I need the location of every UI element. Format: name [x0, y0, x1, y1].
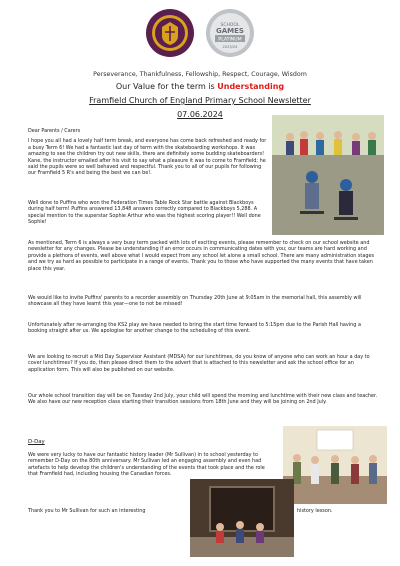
- greeting: Dear Parents / Carers: [28, 128, 81, 134]
- games-logo-line1: SCHOOL: [220, 23, 240, 28]
- term-value-prefix: Our Value for the term is: [115, 82, 218, 91]
- paragraph-term6: As mentioned, Term 6 is always a very busy term packed with lots of exciting events, please remember to check on our school website and newsletter for any changes. Please be understanding if an error occurs in communicating dates with you; our teams are hard working and provide a plethora of events, well above what I would expect from any school let alone a small school. There are many administration stages and we try as hard as possible to participate in a range of events. Thank you to those who have supported the many events that have taken place this year.: [28, 240, 374, 272]
- skateboarding-photo: [272, 115, 384, 235]
- paragraph-recorder-assembly: We would like to invite Puffins' parents to a recorder assembly on Thursday 20th June at 9:05am in the memorial hall, this assembly will showcase all they have learnt this year—one to not be missed!: [28, 295, 362, 308]
- school-values: Perseverance, Thankfulness, Fellowship, Respect, Courage, Wisdom: [93, 71, 307, 78]
- dday-heading: D-Day: [28, 439, 45, 445]
- school-games-platinum-logo: [205, 8, 255, 58]
- paragraph-dday: We were very lucky to have our fantastic history leader (Mr Sullivan) in to school yesterday to remember D-Day on the 80th anniversary. Mr Sullivan led an engaging assembly and even had artefacts to help develop the children's understanding of the events that took place and the role that Framfield had, including housing the Canadian forces.: [28, 452, 265, 478]
- term-value-line: [0, 82, 400, 91]
- games-logo-line3: PLATINUM: [218, 37, 242, 43]
- games-logo-line4: 2023/24: [222, 45, 238, 49]
- paragraph-transition-day: Our whole school transition day will be on Tuesday 2nd July, your child will spend the morning and lunchtime with their new class and teacher. We also have our new reception class starting their transition sessions from 18th June and they will be joining on 2nd July.: [28, 393, 378, 406]
- newsletter-date: 07.06.2024: [177, 110, 223, 119]
- fireplace-photo: [190, 479, 294, 557]
- paragraph-greeting-block: [28, 128, 270, 177]
- school-crest-logo: [145, 8, 195, 58]
- paragraph-mdsa: We are looking to recruit a Mid Day Supervisor Assistant (MDSA) for our lunchtimes, do you know of anyone who can work an hour a day to cover lunchtimes? If you do, then please direct them to the advert that is attached to this newsletter and ask the school office for an application form. This will also be published on our website.: [28, 354, 370, 373]
- paragraph-ks2-play: Unfortunately after re-arranging the KS2 play we have needed to bring the start time forward to 5:15pm due to the Parish Hall having a booking straight after us. We apologise for another change to the scheduling of this event.: [28, 322, 361, 335]
- paragraph-times-tables: Well done to Puffins who won the Federation Times Table Rock Star battle against Blackboys during half term! Puffins answered 13,848 answers correctly compared to Blackboys 5,288. A special mention to the superstar Sophie Arthur who was the highest scoring player!! Well done Sophie!: [28, 200, 261, 226]
- newsletter-title: Framfield Church of England Primary School Newsletter: [89, 96, 311, 105]
- paragraph-half-term: I hope you all had a lovely half term break, and everyone has come back refreshed and ready for a busy Term 6! We had a fantastic last day of term with the skateboarding workshops. It was amazing to see the children try out new skills, there are definitely some budding skateboarders! Kane, the instructor emailed after his visit to say what a pleasure it was to come to Framfield; he said the pupils were so well behaved and respectful. Thank you to all of our pupils for following our Framfield 5 R's and being the best we can be!.: [28, 138, 267, 177]
- games-logo-line2: GAMES: [216, 27, 244, 35]
- paragraph-thanks: Thank you to Mr Sullivan for such an interesting: [28, 508, 146, 514]
- photo1-ground: [272, 155, 384, 235]
- photo2-screen: [317, 430, 353, 450]
- term-value-word: Understanding: [217, 82, 285, 91]
- dday-costumes-photo: [283, 426, 387, 504]
- paragraph-thanks-end: history lesson.: [297, 508, 333, 514]
